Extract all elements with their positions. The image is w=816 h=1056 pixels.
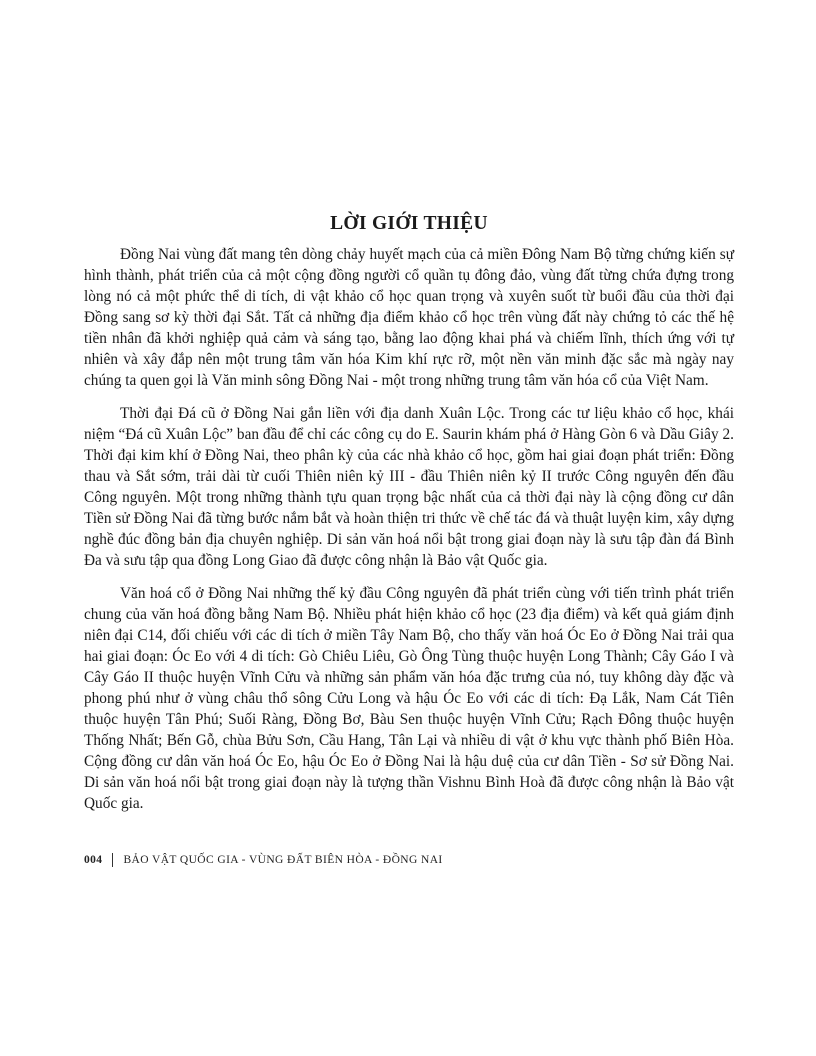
- paragraph-3: Văn hoá cổ ở Đồng Nai những thế kỷ đầu Công nguyên đã phát triển cùng với tiến trình phát triển chung của văn hoá đồng bằng Nam Bộ. Nhiều phát hiện khảo cổ học (23 địa điểm) và kết quả giám định niên đại C14, đối chiếu với các di tích ở miền Tây Nam Bộ, cho thấy văn hoá Óc Eo ở Đồng Nai trải qua hai giai đoạn: Óc Eo với 4 di tích: Gò Chiêu Liêu, Gò Ông Tùng thuộc huyện Long Thành; Cây Gáo I và Cây Gáo II thuộc huyện Vĩnh Cửu và những sản phẩm văn hóa đặc trưng của nó, tuy không dày đặc và phong phú như ở vùng châu thổ sông Cửu Long và hậu Óc Eo với các di tích: Đạ Lắk, Nam Cát Tiên thuộc huyện Tân Phú; Suối Ràng, Đồng Bơ, Bàu Sen thuộc huyện Vĩnh Cửu; Rạch Đông thuộc huyện Thống Nhất; Bến Gỗ, chùa Bửu Sơn, Cầu Hang, Tân Lại và nhiều di vật ở khu vực thành phố Biên Hòa. Cộng đồng cư dân văn hoá Óc Eo, hậu Óc Eo ở Đồng Nai là hậu duệ của cư dân Tiền - Sơ sử Đồng Nai. Di sản văn hoá nổi bật trong giai đoạn này là tượng thần Vishnu Bình Hoà đã được công nhận là Bảo vật Quốc gia.: [84, 585, 734, 812]
- running-title: BẢO VẬT QUỐC GIA - VÙNG ĐẤT BIÊN HÒA - ĐỒNG NAI: [123, 854, 443, 866]
- page-title: LỜI GIỚI THIỆU: [330, 213, 488, 234]
- page-number: 004: [84, 854, 103, 866]
- footer-divider: [112, 853, 113, 867]
- paragraph-2: Thời đại Đá cũ ở Đồng Nai gắn liền với địa danh Xuân Lộc. Trong các tư liệu khảo cổ học, khái niệm “Đá cũ Xuân Lộc” ban đầu để chỉ các công cụ do E. Saurin khám phá ở Hàng Gòn 6 và Dầu Giây 2. Thời đại kim khí ở Đồng Nai, theo phân kỳ của các nhà khảo cổ học, gồm hai giai đoạn phát triển: Đồng thau và Sắt sớm, trải dài từ cuối Thiên niên kỷ III - đầu Thiên niên kỷ II trước Công nguyên đến đầu Công nguyên. Một trong những thành tựu quan trọng bậc nhất của cả thời đại này là cộng đồng cư dân Tiền sử Đồng Nai đã từng bước nắm bắt và hoàn thiện tri thức về chế tác đá và thuật luyện kim, xây dựng nghề đúc đồng bản địa chuyên nghiệp. Di sản văn hoá nổi bật trong giai đoạn này là sưu tập đàn đá Bình Đa và sưu tập qua đồng Long Giao đã được công nhận là Bảo vật Quốc gia.: [84, 405, 734, 569]
- paragraph-1: Đồng Nai vùng đất mang tên dòng chảy huyết mạch của cả miền Đông Nam Bộ từng chứng kiến sự hình thành, phát triển của cả một cộng đồng người cổ quần tụ đông đảo, vùng đất từng chứa đựng trong lòng nó cả một phức thể di tích, di vật khảo cổ học quan trọng và xuyên suốt từ buổi đầu của thời đại Đồng sang sơ kỳ thời đại Sắt. Tất cả những địa điểm khảo cổ học trên vùng đất này chứng tỏ các thế hệ tiền nhân đã khởi nghiệp quả cảm và sáng tạo, bằng lao động khai phá và chiếm lĩnh, thích ứng với tự nhiên và xây đắp nên một trung tâm văn hóa Kim khí rực rỡ, một nền văn minh đặc sắc mà ngày nay chúng ta quen gọi là Văn minh sông Đồng Nai - một trong những trung tâm văn hóa cổ của Việt Nam.: [84, 246, 734, 389]
- page-footer: [84, 853, 443, 867]
- document-body: [84, 212, 734, 826]
